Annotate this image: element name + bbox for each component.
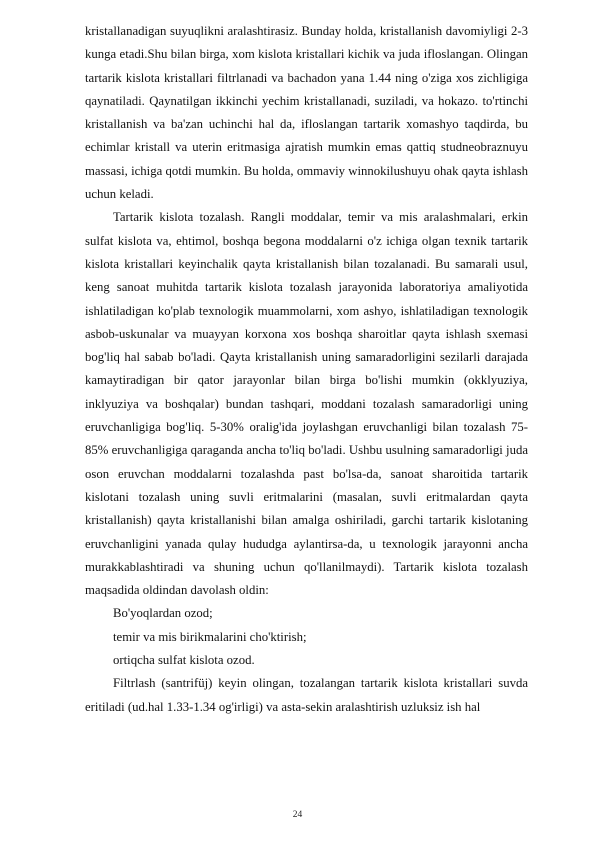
list-item: ortiqcha sulfat kislota ozod. xyxy=(113,653,255,668)
document-page xyxy=(85,20,528,719)
page-number: 24 xyxy=(292,810,303,820)
list-item: Bo'yoqlardan ozod; xyxy=(113,606,213,621)
paragraph-crystallization: kristallanadigan suyuqlikni aralashtirasiz. Bunday holda, kristallanish davomiyligi 2-3 kunga etadi.Shu bilan birga, xom kislota kristallari kichik va juda ifloslangan. Olingan tartarik kislota kristallari filtrlanadi va bachadon yana 1.44 ning o'ziga xos zichligiga qaynatiladi. Qaynatilgan ikkinchi yechim kristallanadi, suziladi, va hokazo. to'rtinchi kristallanish va ba'zan uchinchi hal da, ifloslangan tartarik xomashyo taqdirda, bu echimlar kristall va uterin eritmasiga ajratish mumkin emas qattiq studneobraznuyu massasi, ichiga qotdi mumkin. Bu holda, ommaviy winnokilushuyu ohak qayta ishlash uchun keladi. xyxy=(85,24,528,202)
list-item: temir va mis birikmalarini cho'ktirish; xyxy=(113,629,307,644)
pretreatment-list xyxy=(85,602,528,672)
paragraph-filtration: Filtrlash (santrifüj) keyin olingan, tozalangan tartarik kislota kristallari suvda eritiladi (ud.hal 1.33-1.34 og'irligi) va asta-sekin aralashtirish uzluksiz ish hal xyxy=(85,676,528,714)
paragraph-purification: Tartarik kislota tozalash. Rangli moddalar, temir va mis aralashmalari, erkin sulfat kislota va, ehtimol, boshqa begona moddalarni o'z ichiga olgan texnik tartarik kislota kristallari keyinchalik qayta kristallanish bilan tozalanadi. Bu samarali usul, keng sanoat muhitda tartarik kislota tozalash jarayonida laboratoriya amaliyotida ishlatiladigan ko'plab texnologik muammolarni, xom ashyo, ishlatiladigan texnologik asbob-uskunalar va muayyan korxona xos boshqa sharoitlar qayta ishlash sxemasi bog'liq hal sabab bo'ladi. Qayta kristallanish uning samaradorligini sezilarli darajada kamaytiradigan bir qator jarayonlar bilan birga bo'lishi mumkin (okklyuziya, inklyuziya va boshqalar) bundan tashqari, moddani tozalash samaradorligi uning eruvchanligiga bog'liq. 5-30% oralig'ida joylashgan eruvchanligi bilan tozalash 75-85% eruvchanligiga qaraganda ancha to'liq bo'ladi. Ushbu usulning samaradorligi juda oson eruvchan moddalarni tozalashda past bo'lsa-da, sanoat sharoitida tartarik kislotani tozalash uning suvli eritmalarini (masalan, suvli eritmalardan qayta kristallanish) qayta kristallanishi bilan amalga oshiriladi, garchi tartarik kislotaning eruvchanligini yanada qulay hududga aylantirsa-da, u texnologik jarayonni ancha murakkablashtiradi va shuning uchun qo'llanilmaydi). Tartarik kislota tozalash maqsadida oldindan davolash oldin: xyxy=(85,210,528,598)
